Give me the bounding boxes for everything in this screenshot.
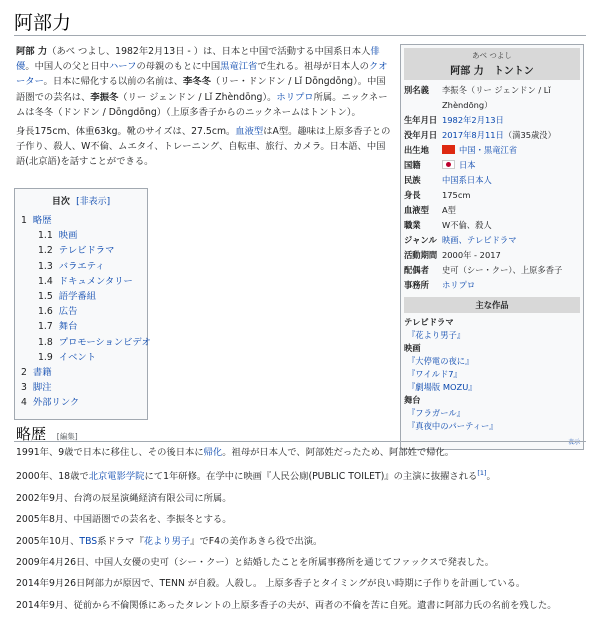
toc-link[interactable]: 外部リンク (32, 397, 80, 409)
infobox-value-extra: （満35歳没） (503, 130, 556, 140)
toc-link[interactable]: ドキュメンタリー (58, 275, 133, 287)
toc-header (21, 194, 141, 207)
section-edit-link[interactable]: [編集] (56, 432, 78, 441)
infobox-value (442, 188, 580, 203)
infobox-name: 阿部 力 トントン (450, 66, 534, 77)
toc-link[interactable]: 書籍 (32, 367, 52, 379)
toc-number: 2 (21, 367, 27, 379)
toc-link[interactable]: 広告 (58, 306, 78, 318)
bold-text: 阿部 力 (16, 46, 48, 57)
infobox-row (404, 113, 580, 128)
toc-number: 1.6 (38, 306, 53, 318)
toc-number: 1.8 (38, 336, 53, 348)
infobox-key: 生年月日 (404, 115, 438, 125)
history-paragraph (16, 491, 586, 506)
infobox-key: 血液型 (404, 205, 429, 215)
infobox-value-text[interactable]: 映画、テレビドラマ (442, 235, 517, 245)
toc-item[interactable] (21, 243, 141, 258)
history-paragraph (16, 534, 586, 549)
text-run: 身長175cm、体重63kg。靴のサイズは、27.5cm。 (16, 126, 236, 138)
infobox-row (404, 248, 580, 263)
lead-section (16, 44, 391, 174)
text-run: 2009年4月26日、中国人女優の史可（シー・クー）と結婚したことを所属事務所を通じてファックスで発表した。 (16, 557, 495, 569)
infobox-value-text[interactable]: 中国系日本人 (442, 175, 492, 185)
infobox-value (442, 233, 580, 248)
inline-link[interactable]: 花より男子 (143, 535, 191, 547)
title-divider (14, 35, 586, 36)
toc-title: 目次 (51, 197, 70, 207)
toc-number: 1.9 (38, 351, 53, 363)
history-paragraph (16, 555, 586, 570)
infobox-row (404, 128, 580, 143)
toc-number: 1.5 (38, 291, 53, 303)
history-paragraph (16, 512, 586, 527)
inline-link[interactable]: 帰化 (203, 447, 223, 458)
infobox-key: 出生地 (404, 145, 429, 155)
inline-link[interactable]: 俳優 (16, 46, 380, 73)
works-category: テレビドラマ (404, 317, 454, 327)
text-run: （リー ジェンドン / Lǐ Zhèndōng）。 (118, 91, 277, 103)
text-run: 所属。ニックネームは冬冬（ドンドン / Dōngdōng）（上原多香子からのニックネームはトントン）。 (16, 91, 388, 118)
toc-link[interactable]: テレビドラマ (58, 245, 115, 257)
toc-item[interactable] (21, 259, 141, 274)
infobox-header (404, 48, 580, 80)
toc-link[interactable]: 脚注 (32, 382, 52, 394)
works-item[interactable]: 『劇場版 MOZU』 (407, 382, 477, 392)
infobox-value-text: W不倫、殺人 (442, 220, 492, 230)
infobox-row (404, 203, 580, 218)
toc-item[interactable] (21, 335, 151, 350)
history-section (16, 445, 586, 619)
text-run: 系ドラマ『 (97, 535, 144, 547)
inline-link[interactable]: 血液型 (235, 126, 264, 138)
works-item[interactable]: 『フラガール』 (407, 408, 465, 418)
toc-number: 1.1 (38, 230, 53, 242)
infobox-key: 活動期間 (404, 250, 438, 260)
inline-link[interactable]: 黒竜江省 (220, 61, 258, 73)
toc-item[interactable] (21, 365, 141, 380)
inline-link[interactable]: ホリプロ (276, 91, 314, 103)
toc-link[interactable]: 舞台 (58, 321, 78, 333)
infobox-row (404, 83, 580, 113)
text-run: （あべ つよし、1982年2月13日 - ）は、日本と中国で活動する中国系日本人 (47, 46, 371, 57)
text-run: 。日本に帰化する以前の名前は、 (43, 76, 183, 88)
history-paragraph (16, 445, 586, 460)
infobox-value-text[interactable]: 1982年2月13日 (442, 115, 504, 125)
japan-flag-icon (442, 160, 455, 169)
text-run: （リー・ドンドン / Lǐ Dōngdōng）。中国語圏での芸名は、 (16, 76, 386, 103)
bold-text: 李振冬 (90, 91, 119, 103)
infobox-rows (404, 83, 580, 293)
toc-item[interactable] (21, 228, 141, 243)
text-run: 2000年、18歳で (16, 471, 89, 483)
infobox-row (404, 173, 580, 188)
text-run: 2002年9月、台湾の辰星演縄経済有限公司に所属。 (16, 492, 232, 504)
toc-link[interactable]: 略歴 (32, 215, 52, 226)
infobox-value (442, 143, 580, 158)
text-run: 。 (486, 471, 496, 483)
infobox-value (442, 158, 580, 173)
infobox-value-text: 2000年 - 2017 (442, 250, 501, 260)
toc-item[interactable] (21, 395, 141, 410)
toc-link[interactable]: 映画 (58, 230, 78, 242)
infobox-value (442, 128, 580, 143)
infobox-key: 別名義 (404, 85, 429, 95)
inline-link[interactable]: TBS (79, 535, 98, 547)
infobox-key: 没年月日 (404, 130, 438, 140)
infobox-row (404, 188, 580, 203)
infobox-value (442, 278, 580, 293)
infobox-key: 民族 (404, 175, 421, 185)
infobox-value (442, 263, 580, 278)
infobox-value (442, 113, 580, 128)
table-of-contents (14, 188, 151, 420)
reference-link[interactable]: [1] (477, 469, 487, 478)
text-run: 2014年9月、従前から不倫関係にあったタレントの上原多香子の夫が、両者の不倫を苦に自死。遺書に阿部力氏の名前を残した。 (16, 599, 557, 611)
infobox-works (404, 316, 580, 433)
inline-link[interactable]: クオーター (16, 61, 388, 88)
toc-item[interactable] (21, 274, 141, 289)
infobox-key: 職業 (404, 220, 421, 230)
toc-number: 1.7 (38, 321, 53, 333)
history-paragraph (16, 466, 586, 484)
infobox-key: 身長 (404, 190, 421, 200)
infobox-row (404, 278, 580, 293)
works-item[interactable]: 『真夜中のパーティー』 (407, 421, 498, 431)
infobox-value-text[interactable]: 2017年8月11日 (442, 130, 504, 140)
toc-item[interactable] (21, 304, 141, 319)
text-run: 2014年9月26日阿部力が原因で、TENN が自殺。人殺し。 上原多香子とタイミングが良い時期に子作りを計画している。 (16, 578, 526, 590)
infobox-row (404, 143, 580, 158)
infobox-value (442, 248, 580, 263)
toc-link[interactable]: プロモーションビデオ (58, 336, 151, 348)
toc-item[interactable] (21, 213, 141, 228)
page-title: 阿部力 (14, 12, 72, 34)
infobox-show-link[interactable]: 表示 (567, 439, 580, 446)
infobox-value-text: 史可（シー・クー）、上原多香子 (442, 265, 563, 275)
toc-hide-toggle[interactable]: [非表示] (76, 197, 111, 207)
toc-number: 1.4 (38, 275, 53, 287)
infobox-value-text[interactable]: 日本 (459, 160, 476, 170)
text-run: 2005年8月、中国語圏での芸名を、李振冬とする。 (16, 514, 232, 526)
infobox-value (442, 83, 580, 113)
toc-number: 1.3 (38, 260, 53, 272)
text-run: 1991年、9歳で日本に移住し、その後日本に (16, 447, 204, 458)
infobox-value-text: 175cm (442, 190, 471, 200)
text-run: 。中国人の父と日中 (25, 61, 109, 73)
infobox (400, 44, 584, 450)
inline-link[interactable]: 北京電影学院 (88, 471, 145, 483)
text-run: で生れる。祖母が日本人の (257, 61, 369, 73)
infobox-works-header: 主な作品 (404, 297, 580, 313)
bold-text: 李冬冬 (183, 76, 211, 88)
toc-item[interactable] (21, 289, 141, 304)
infobox-key: 配偶者 (404, 265, 429, 275)
toc-number: 1 (21, 215, 27, 226)
infobox-row (404, 233, 580, 248)
infobox-row (404, 218, 580, 233)
toc-number: 1.2 (38, 245, 53, 257)
works-item[interactable]: 『大停電の夜に』 (407, 356, 474, 366)
toc-item[interactable] (21, 319, 141, 334)
toc-number: 4 (21, 397, 27, 409)
china-flag-icon (442, 145, 455, 154)
infobox-value-text[interactable]: ホリプロ (442, 280, 476, 290)
text-run: 。祖母が日本人で、阿部姓だったため、阿部姓で帰化。 (222, 447, 455, 458)
toc-item[interactable] (21, 350, 141, 365)
history-paragraph (16, 598, 586, 613)
infobox-value-text: 李振冬（リー ジェンドン / Lǐ Zhèndōng） (442, 85, 551, 110)
section-title: 略歴 (16, 425, 47, 443)
lead-paragraph-1 (16, 44, 391, 120)
text-run: の母親のもとに中国 (136, 61, 221, 73)
works-item[interactable]: 『花より男子』 (407, 330, 466, 340)
infobox-value (442, 203, 580, 218)
toc-item[interactable] (21, 380, 141, 395)
history-paragraph (16, 576, 586, 591)
infobox-key: ジャンル (404, 235, 437, 245)
toc-list (21, 213, 151, 411)
works-category: 舞台 (404, 395, 421, 405)
toc-number: 3 (21, 382, 27, 394)
inline-link[interactable]: ハーフ (109, 61, 137, 73)
infobox-value (442, 218, 580, 233)
lead-paragraph-2 (16, 124, 391, 170)
infobox-key: 事務所 (404, 280, 429, 290)
section-divider (14, 441, 586, 442)
infobox-kana: あべ つよし (472, 51, 512, 60)
text-run: はA型。趣味は上原多香子との子作り、殺人、W不倫、ムエタイ、トレーニング、自転車、旅行、カメラ。日本語、中国語(北京語)を話すことができる。 (16, 126, 391, 168)
works-category: 映画 (404, 343, 421, 353)
infobox-row (404, 263, 580, 278)
infobox-value-text: A型 (442, 205, 456, 215)
text-run: にて1年研修。在学中に映画『人民公廁(PUBLIC TOILET)』の主演に抜擢される (144, 471, 478, 483)
toc-link[interactable]: イベント (58, 351, 96, 363)
text-run: 』でF4の美作あきら役で出演。 (190, 535, 323, 547)
infobox-value-text[interactable]: 中国・黒竜江省 (459, 145, 518, 155)
works-item[interactable]: 『ワイルド7』 (407, 369, 462, 379)
infobox-value (442, 173, 580, 188)
infobox-row (404, 158, 580, 173)
text-run: 2005年10月、 (16, 535, 80, 547)
toc-link[interactable]: バラエティ (58, 260, 105, 272)
toc-link[interactable]: 語学番組 (58, 291, 96, 303)
infobox-key: 国籍 (404, 160, 421, 170)
